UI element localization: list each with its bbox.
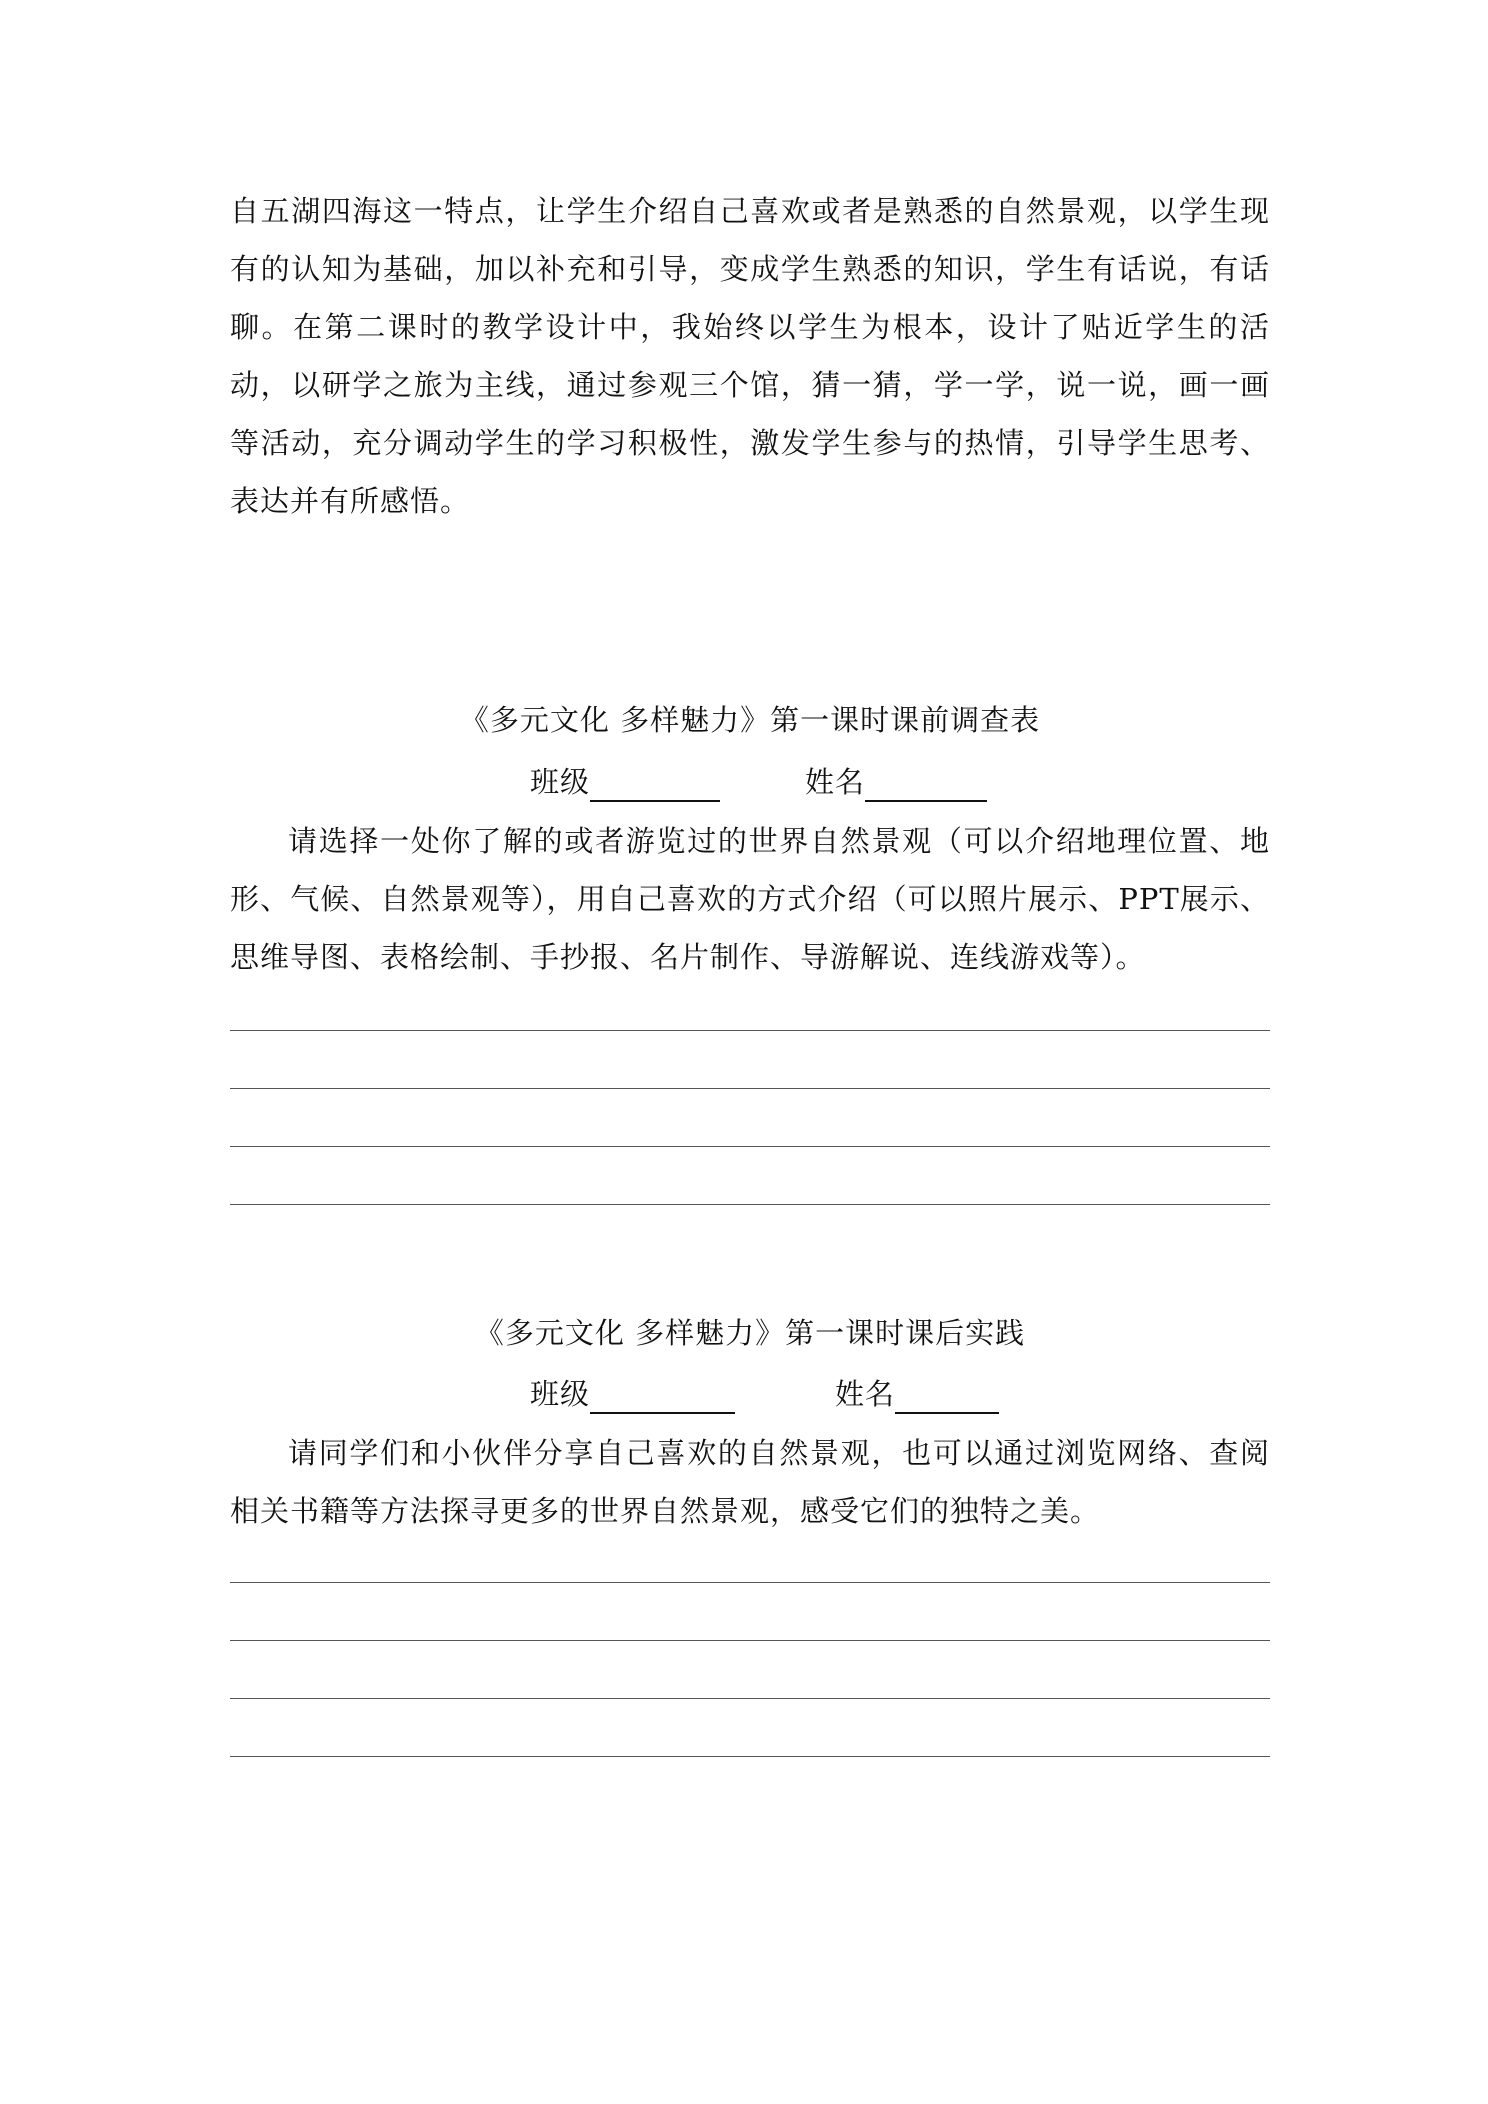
survey-instruction-block bbox=[230, 812, 1270, 986]
survey-instruction: 请选择一处你了解的或者游览过的世界自然景观（可以介绍地理位置、地形、气候、自然景观等），用自己喜欢的方式介绍（可以照片展示、PPT展示、思维导图、表格绘制、手抄报、名片制作、导游解说、连线游戏等）。 bbox=[230, 824, 1270, 974]
survey-class-field bbox=[530, 762, 720, 802]
survey-name-blank[interactable] bbox=[865, 768, 987, 802]
intro-section bbox=[230, 182, 1270, 530]
survey-answer-line-4[interactable] bbox=[230, 1204, 1270, 1205]
survey-answer-line-1[interactable] bbox=[230, 1030, 1270, 1031]
survey-name-label: 姓名 bbox=[805, 765, 866, 799]
survey-class-label: 班级 bbox=[530, 765, 591, 799]
practice-class-label: 班级 bbox=[530, 1377, 591, 1411]
practice-class-field bbox=[530, 1374, 735, 1414]
survey-answer-line-3[interactable] bbox=[230, 1146, 1270, 1147]
intro-paragraph: 自五湖四海这一特点，让学生介绍自己喜欢或者是熟悉的自然景观，以学生现有的认知为基础，加以补充和引导，变成学生熟悉的知识，学生有话说，有话聊。在第二课时的教学设计中，我始终以学生为根本，设计了贴近学生的活动，以研学之旅为主线，通过参观三个馆，猜一猜，学一学，说一说，画一画等活动，充分调动学生的学习积极性，激发学生参与的热情，引导学生思考、表达并有所感悟。 bbox=[230, 194, 1270, 518]
practice-answer-line-1[interactable] bbox=[230, 1582, 1270, 1583]
practice-title: 《多元文化 多样魅力》第一课时课后实践 bbox=[474, 1316, 1026, 1350]
practice-instruction-block bbox=[230, 1424, 1270, 1540]
practice-name-label: 姓名 bbox=[835, 1377, 896, 1411]
practice-answer-line-2[interactable] bbox=[230, 1640, 1270, 1641]
practice-answer-line-3[interactable] bbox=[230, 1698, 1270, 1699]
practice-name-field bbox=[835, 1374, 999, 1414]
survey-class-blank[interactable] bbox=[590, 768, 720, 802]
survey-answer-line-2[interactable] bbox=[230, 1088, 1270, 1089]
practice-answer-line-4[interactable] bbox=[230, 1756, 1270, 1757]
practice-name-blank[interactable] bbox=[895, 1380, 999, 1414]
practice-class-blank[interactable] bbox=[590, 1380, 735, 1414]
survey-title: 《多元文化 多样魅力》第一课时课前调查表 bbox=[459, 703, 1041, 737]
survey-name-field bbox=[805, 762, 987, 802]
practice-instruction: 请同学们和小伙伴分享自己喜欢的自然景观，也可以通过浏览网络、查阅相关书籍等方法探寻更多的世界自然景观，感受它们的独特之美。 bbox=[230, 1436, 1270, 1528]
